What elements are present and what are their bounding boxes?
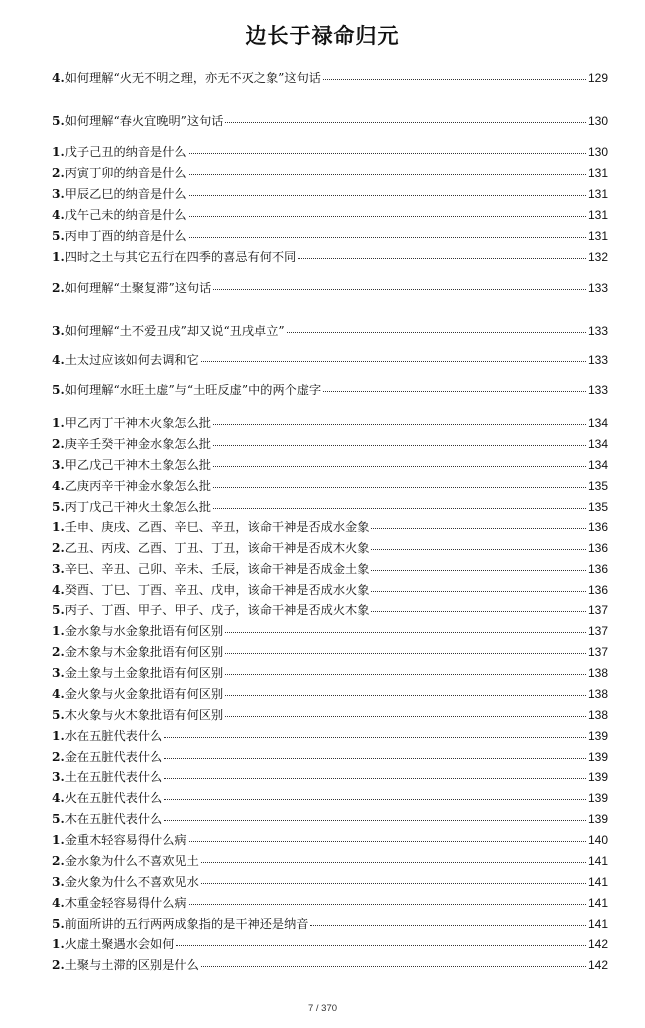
dot-leader: [164, 737, 586, 738]
toc-entry-text: 丙丁戊己干神火土象怎么批: [64, 500, 211, 514]
toc-entry-title: [52, 498, 211, 516]
toc-entry-page-number: 133: [587, 353, 608, 367]
toc-entry-title: [52, 831, 187, 849]
dot-leader: [371, 549, 586, 550]
toc-entry-page-number: 138: [587, 687, 608, 701]
toc-entry-title: [52, 810, 162, 828]
toc-entry-text: 丙寅丁卯的纳音是什么: [64, 166, 187, 180]
toc-entry-text: 土聚与土滞的区别是什么: [64, 958, 199, 972]
toc-entry[interactable]: [52, 852, 608, 870]
toc-entry[interactable]: [52, 601, 608, 619]
dot-leader: [225, 653, 586, 654]
toc-entry-text: 甲辰乙巳的纳音是什么: [64, 187, 187, 201]
toc-entry-text: 金火象与火金象批语有何区别: [64, 687, 224, 701]
dot-leader: [298, 258, 586, 259]
toc-entry-number: 2.: [52, 958, 65, 972]
toc-entry-number: 2.: [52, 541, 65, 555]
toc-entry[interactable]: [52, 685, 608, 703]
toc-entry-title: [52, 894, 187, 912]
toc-entry-number: 1.: [52, 250, 65, 264]
toc-entry-text: 金水象与水金象批语有何区别: [64, 624, 224, 638]
toc-entry-number: 2.: [52, 281, 65, 295]
toc-entry-text: 前面所讲的五行两两成象指的是干神还是纳音: [64, 917, 309, 931]
toc-entry-text: 乙丑、丙戌、乙酉、丁丑、丁丑，该命干神是否成木火象: [64, 541, 370, 555]
toc-entry-page-number: 141: [587, 896, 608, 910]
toc-entry[interactable]: [52, 227, 608, 245]
toc-entry-number: 1.: [52, 833, 65, 847]
toc-entry-page-number: 137: [587, 624, 608, 638]
toc-entry[interactable]: [52, 622, 608, 640]
table-of-contents: [52, 0, 608, 1028]
toc-entry[interactable]: [52, 206, 608, 224]
toc-entry-text: 乙庚丙辛干神金水象怎么批: [64, 479, 211, 493]
dot-leader: [225, 122, 586, 123]
toc-entry-number: 4.: [52, 353, 65, 367]
toc-entry[interactable]: [52, 322, 608, 340]
toc-entry-page-number: 135: [587, 500, 608, 514]
toc-entry[interactable]: [52, 810, 608, 828]
toc-entry-text: 丙子、丁酉、甲子、甲子、戊子，该命干神是否成火木象: [64, 603, 370, 617]
toc-entry-number: 2.: [52, 750, 65, 764]
toc-entry[interactable]: [52, 768, 608, 786]
toc-entry-number: 4.: [52, 791, 65, 805]
toc-entry-title: [52, 727, 162, 745]
toc-entry-text: 火在五脏代表什么: [64, 791, 163, 805]
dot-leader: [310, 925, 585, 926]
toc-entry-number: 3.: [52, 770, 65, 784]
toc-entry-text: 戊午己未的纳音是什么: [64, 208, 187, 222]
toc-entry[interactable]: [52, 164, 608, 182]
toc-entry-title: [52, 539, 369, 557]
toc-entry-text: 壬申、庚戌、乙酉、辛巳、辛丑，该命干神是否成水金象: [64, 520, 370, 534]
toc-entry-page-number: 133: [587, 383, 608, 397]
toc-entry-page-number: 140: [587, 833, 608, 847]
toc-entry[interactable]: [52, 873, 608, 891]
toc-entry-number: 3.: [52, 324, 65, 338]
toc-entry-text: 癸酉、丁巳、丁酉、辛丑、戊申，该命干神是否成水火象: [64, 583, 370, 597]
dot-leader: [213, 289, 586, 290]
toc-entry-title: [52, 351, 199, 369]
toc-entry-title: [52, 227, 187, 245]
dot-leader: [189, 174, 586, 175]
toc-entry-number: 1.: [52, 624, 65, 638]
toc-entry-title: [52, 435, 211, 453]
dot-leader: [225, 695, 586, 696]
dot-leader: [164, 799, 586, 800]
dot-leader: [371, 611, 586, 612]
toc-entry[interactable]: [52, 748, 608, 766]
toc-entry-text: 水在五脏代表什么: [64, 729, 163, 743]
toc-entry-number: 3.: [52, 562, 65, 576]
toc-entry-title: [52, 685, 223, 703]
toc-entry-page-number: 137: [587, 603, 608, 617]
toc-entry-page-number: 134: [587, 416, 608, 430]
toc-entry[interactable]: [52, 915, 608, 933]
toc-entry-text: 火虚土聚遇水会如何: [64, 937, 175, 951]
toc-entry[interactable]: [52, 831, 608, 849]
dot-leader: [201, 862, 586, 863]
toc-entry-title: [52, 560, 369, 578]
toc-entry-page-number: 131: [587, 229, 608, 243]
dot-leader: [201, 361, 586, 362]
toc-entry[interactable]: [52, 935, 608, 953]
toc-entry-page-number: 136: [587, 541, 608, 555]
toc-entry[interactable]: [52, 185, 608, 203]
toc-entry-page-number: 139: [587, 812, 608, 826]
toc-entry-page-number: 139: [587, 729, 608, 743]
toc-entry[interactable]: [52, 69, 608, 87]
dot-leader: [164, 758, 586, 759]
dot-leader: [201, 966, 586, 967]
toc-entry-text: 金土象与土金象批语有何区别: [64, 666, 224, 680]
toc-entry-title: [52, 477, 211, 495]
toc-entry-title: [52, 456, 211, 474]
toc-entry-number: 3.: [52, 458, 65, 472]
toc-entry-page-number: 141: [587, 854, 608, 868]
dot-leader: [371, 591, 586, 592]
toc-entry-number: 4.: [52, 896, 65, 910]
toc-entry-title: [52, 143, 187, 161]
toc-entry-text: 如何理解“春火宜晚明”这句话: [64, 114, 224, 128]
dot-leader: [287, 332, 586, 333]
toc-entry-text: 甲乙丙丁干神木火象怎么批: [64, 416, 211, 430]
toc-entry-number: 4.: [52, 71, 65, 85]
toc-entry-text: 金在五脏代表什么: [64, 750, 163, 764]
toc-entry[interactable]: [52, 381, 608, 399]
toc-entry-title: [52, 622, 223, 640]
toc-entry-page-number: 141: [587, 875, 608, 889]
toc-entry-number: 2.: [52, 166, 65, 180]
toc-entry-number: 5.: [52, 917, 65, 931]
dot-leader: [189, 216, 586, 217]
toc-entry-page-number: 135: [587, 479, 608, 493]
toc-entry-page-number: 139: [587, 791, 608, 805]
toc-entry-page-number: 139: [587, 770, 608, 784]
toc-entry-text: 金木象与木金象批语有何区别: [64, 645, 224, 659]
toc-entry[interactable]: [52, 143, 608, 161]
toc-entry-title: [52, 322, 285, 340]
toc-entry-number: 4.: [52, 208, 65, 222]
dot-leader: [176, 945, 586, 946]
toc-entry[interactable]: [52, 279, 608, 297]
toc-entry-page-number: 134: [587, 458, 608, 472]
dot-leader: [201, 883, 586, 884]
toc-entry-title: [52, 414, 211, 432]
dot-leader: [225, 674, 586, 675]
toc-entry-number: 2.: [52, 437, 65, 451]
toc-entry-title: [52, 206, 187, 224]
toc-entry-title: [52, 956, 199, 974]
toc-entry-title: [52, 915, 308, 933]
toc-entry-page-number: 133: [587, 281, 608, 295]
toc-entry[interactable]: [52, 789, 608, 807]
toc-entry-number: 4.: [52, 687, 65, 701]
toc-entry-text: 四时之土与其它五行在四季的喜忌有何不同: [64, 250, 297, 264]
page-title: 边长于禄命归元: [245, 23, 400, 48]
toc-entry-number: 3.: [52, 875, 65, 889]
dot-leader: [371, 528, 586, 529]
toc-entry-title: [52, 873, 199, 891]
toc-entry-title: [52, 789, 162, 807]
toc-entry-page-number: 130: [587, 114, 608, 128]
dot-leader: [189, 195, 586, 196]
toc-entry[interactable]: [52, 560, 608, 578]
toc-entry[interactable]: [52, 581, 608, 599]
toc-entry-text: 丙申丁酉的纳音是什么: [64, 229, 187, 243]
toc-entry-number: 3.: [52, 666, 65, 680]
toc-entry-title: [52, 935, 174, 953]
toc-entry-number: 1.: [52, 145, 65, 159]
toc-entry-title: [52, 643, 223, 661]
toc-entry-text: 金水象为什么不喜欢见土: [64, 854, 199, 868]
page-number: 7 / 370: [307, 1003, 338, 1014]
toc-entry[interactable]: [52, 435, 608, 453]
toc-entry-page-number: 142: [587, 937, 608, 951]
toc-entry-title: [52, 852, 199, 870]
toc-entry-text: 如何理解“火无不明之理，亦无不灭之象”这句话: [64, 71, 321, 85]
toc-entry-number: 3.: [52, 187, 65, 201]
toc-entry-text: 庚辛壬癸干神金水象怎么批: [64, 437, 211, 451]
toc-entry-number: 5.: [52, 229, 65, 243]
toc-entry-number: 5.: [52, 383, 65, 397]
toc-entry-text: 土太过应该如何去调和它: [64, 353, 199, 367]
toc-entry-page-number: 131: [587, 187, 608, 201]
toc-entry-text: 金火象为什么不喜欢见水: [64, 875, 199, 889]
toc-entry-text: 如何理解“水旺土虚”与“土旺反虚”中的两个虚字: [64, 383, 322, 397]
toc-entry-text: 木火象与火木象批语有何区别: [64, 708, 224, 722]
dot-leader: [189, 841, 586, 842]
toc-entry-text: 戊子己丑的纳音是什么: [64, 145, 187, 159]
dot-leader: [213, 424, 586, 425]
toc-entry-page-number: 131: [587, 208, 608, 222]
toc-entry-page-number: 141: [587, 917, 608, 931]
toc-entry-number: 1.: [52, 520, 65, 534]
toc-entry-page-number: 132: [587, 250, 608, 264]
toc-entry[interactable]: [52, 539, 608, 557]
dot-leader: [225, 632, 586, 633]
toc-entry-page-number: 139: [587, 750, 608, 764]
toc-entry-title: [52, 581, 369, 599]
toc-entry-page-number: 136: [587, 520, 608, 534]
toc-entry[interactable]: [52, 414, 608, 432]
toc-entry[interactable]: [52, 248, 608, 266]
toc-entry-text: 如何理解“土聚复滞”这句话: [64, 281, 212, 295]
dot-leader: [213, 487, 586, 488]
dot-leader: [213, 466, 586, 467]
toc-entry[interactable]: [52, 112, 608, 130]
toc-entry-number: 5.: [52, 603, 65, 617]
toc-entry-number: 4.: [52, 583, 65, 597]
dot-leader: [323, 391, 586, 392]
toc-entry-title: [52, 748, 162, 766]
toc-entry[interactable]: [52, 643, 608, 661]
toc-entry[interactable]: [52, 706, 608, 724]
toc-entry-page-number: 138: [587, 708, 608, 722]
toc-entry[interactable]: [52, 664, 608, 682]
toc-entry-number: 1.: [52, 416, 65, 430]
toc-entry-number: 2.: [52, 645, 65, 659]
toc-entry[interactable]: [52, 351, 608, 369]
toc-entry-page-number: 136: [587, 583, 608, 597]
toc-entry[interactable]: [52, 498, 608, 516]
dot-leader: [164, 820, 586, 821]
toc-entry-title: [52, 381, 321, 399]
toc-entry-page-number: 137: [587, 645, 608, 659]
toc-entry-number: 5.: [52, 114, 65, 128]
toc-entry[interactable]: [52, 456, 608, 474]
toc-entry-number: 4.: [52, 479, 65, 493]
toc-entry[interactable]: [52, 956, 608, 974]
toc-entry[interactable]: [52, 518, 608, 536]
toc-entry-page-number: 134: [587, 437, 608, 451]
toc-entry-title: [52, 706, 223, 724]
dot-leader: [323, 79, 586, 80]
toc-entry-text: 木重金轻容易得什么病: [64, 896, 187, 910]
toc-entry-text: 甲乙戊己干神木土象怎么批: [64, 458, 211, 472]
toc-entry[interactable]: [52, 477, 608, 495]
dot-leader: [225, 716, 586, 717]
toc-entry-title: [52, 664, 223, 682]
toc-entry-title: [52, 601, 369, 619]
toc-entry-text: 辛巳、辛丑、己卯、辛未、壬辰，该命干神是否成金土象: [64, 562, 370, 576]
toc-entry-text: 木在五脏代表什么: [64, 812, 163, 826]
toc-entry[interactable]: [52, 894, 608, 912]
toc-entry-page-number: 131: [587, 166, 608, 180]
toc-entry-number: 5.: [52, 500, 65, 514]
toc-entry-page-number: 136: [587, 562, 608, 576]
toc-entry-text: 如何理解“土不爱丑戌”却又说“丑戌卓立”: [64, 324, 285, 338]
toc-entry-title: [52, 185, 187, 203]
dot-leader: [213, 445, 586, 446]
dot-leader: [189, 153, 586, 154]
toc-entry-title: [52, 112, 223, 130]
toc-entry-number: 5.: [52, 708, 65, 722]
dot-leader: [189, 904, 586, 905]
toc-entry-page-number: 138: [587, 666, 608, 680]
toc-entry-page-number: 133: [587, 324, 608, 338]
toc-entry-text: 土在五脏代表什么: [64, 770, 163, 784]
dot-leader: [213, 508, 586, 509]
toc-entry-page-number: 142: [587, 958, 608, 972]
toc-entry[interactable]: [52, 727, 608, 745]
toc-entry-title: [52, 248, 296, 266]
toc-entry-number: 5.: [52, 812, 65, 826]
toc-entry-title: [52, 768, 162, 786]
dot-leader: [371, 570, 586, 571]
toc-entry-page-number: 129: [587, 71, 608, 85]
toc-entry-number: 1.: [52, 729, 65, 743]
dot-leader: [189, 237, 586, 238]
toc-entry-title: [52, 69, 321, 87]
toc-entry-number: 2.: [52, 854, 65, 868]
toc-entry-page-number: 130: [587, 145, 608, 159]
toc-entry-title: [52, 518, 369, 536]
dot-leader: [164, 778, 586, 779]
toc-entry-text: 金重木轻容易得什么病: [64, 833, 187, 847]
toc-entry-title: [52, 279, 211, 297]
toc-entry-title: [52, 164, 187, 182]
toc-entry-number: 1.: [52, 937, 65, 951]
